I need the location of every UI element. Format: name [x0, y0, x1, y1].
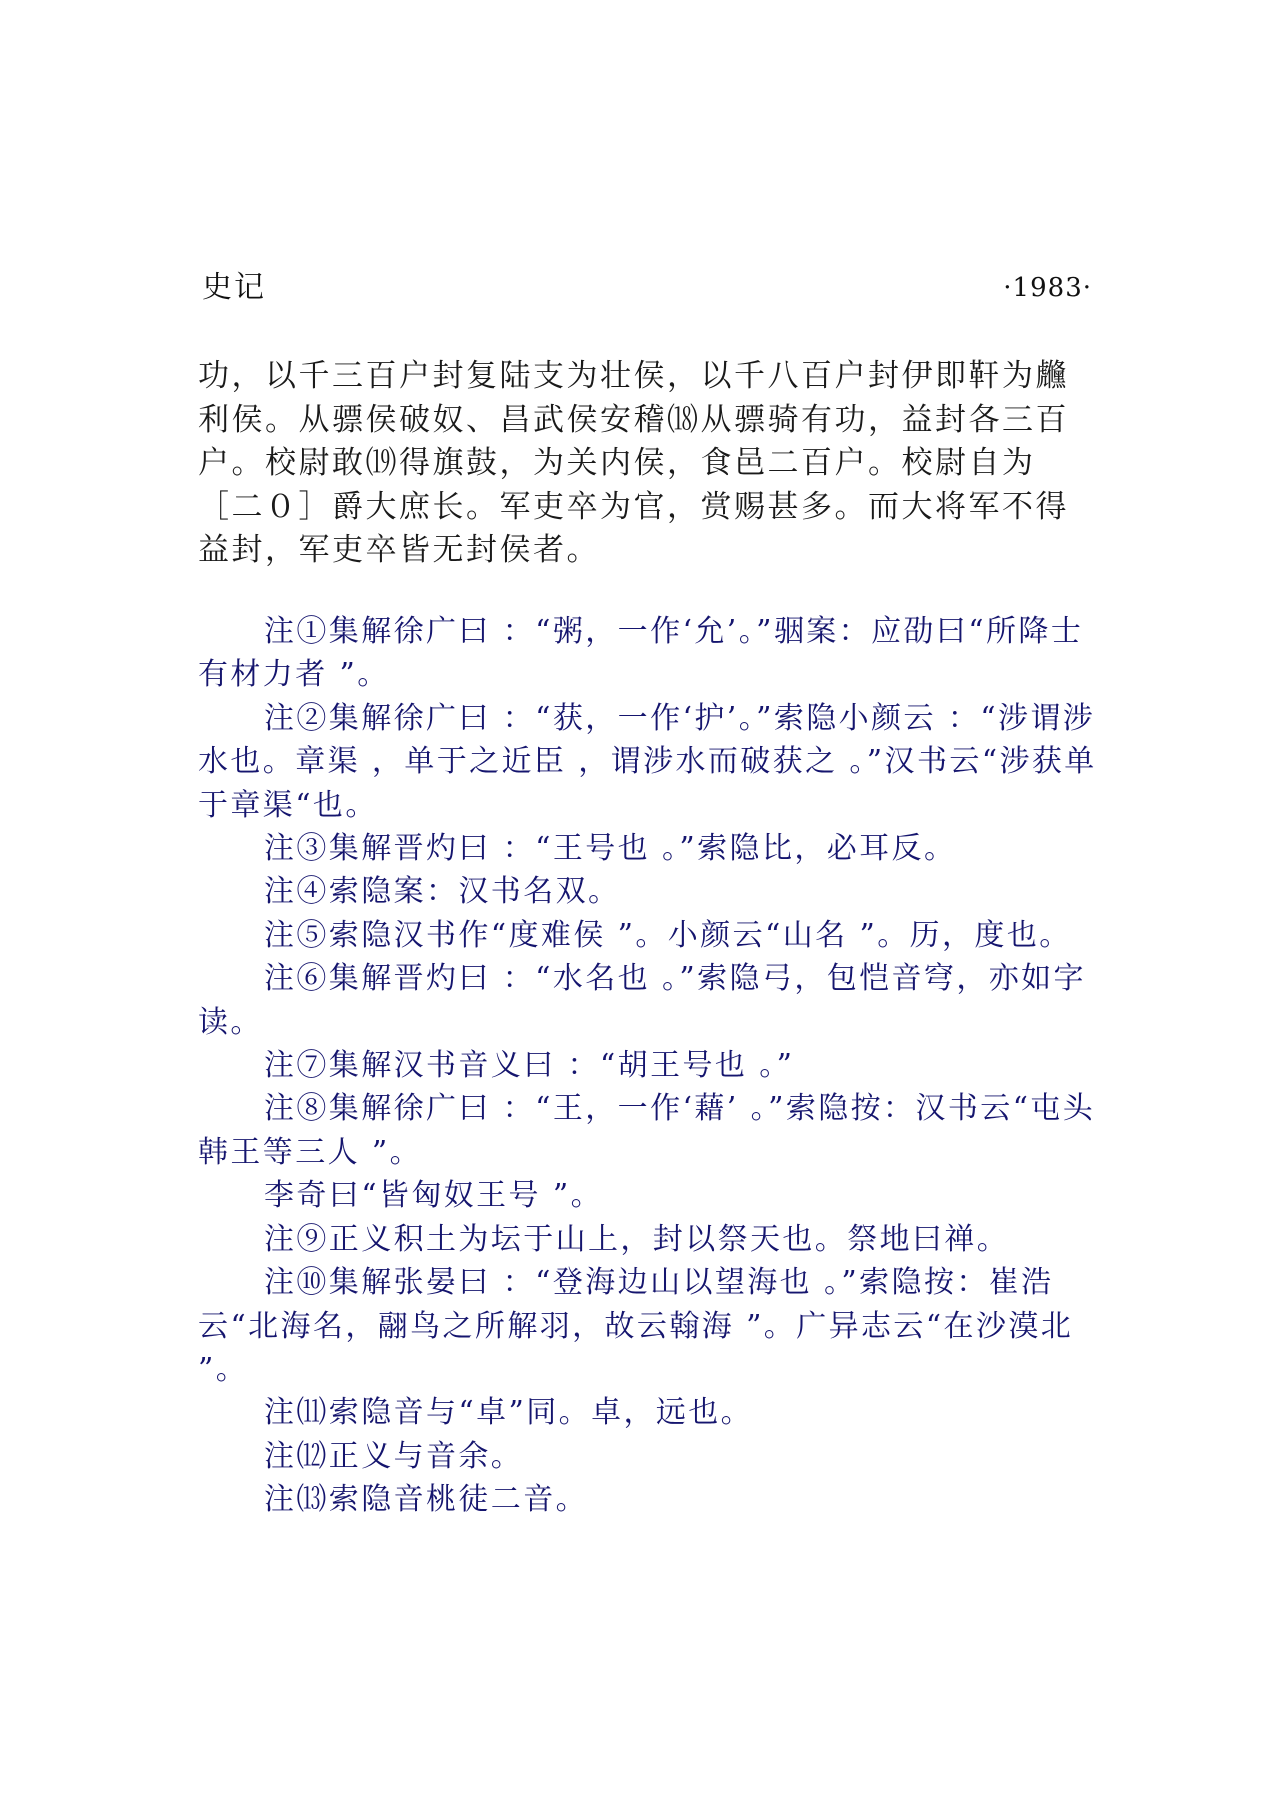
note-item: 注⑾索隐音与“卓”同。卓，远也。	[264, 1395, 754, 1431]
note-item: 注⑥集解晋灼曰 ：“水名也 。”索隐弓，包恺音穹，亦如字读。	[198, 961, 1086, 1040]
note-item: 注⑿正义与音余。	[264, 1438, 524, 1474]
note-item: 注⑤索隐汉书作“度难侯 ”。小颜云“山名 ”。历，度也。	[264, 917, 1072, 953]
note-item: 注⒀索隐音桃徒二音。	[264, 1482, 588, 1518]
note-item: 注⑨正义积土为坛于山上，封以祭天也。祭地曰禅。	[264, 1221, 1010, 1257]
note-item: 注②集解徐广曰 ：“获，一作‘护’。”索隐小颜云 ：“涉谓涉水也。章渠 ，单于之近臣 ，谓涉水而破获之 。”汉书云“涉获单于章渠“也。	[198, 700, 1097, 823]
note-item: 注⑦集解汉书音义曰 ：“胡王号也 。”	[264, 1048, 795, 1084]
page-number: ·1983·	[1003, 273, 1092, 303]
note-item: 注⑩集解张晏曰 ：“登海边山以望海也 。”索隐按：崔浩云“北海名，翮鸟之所解羽，故云翰海 ”。广异志云“在沙漠北 ”。	[198, 1265, 1074, 1387]
note-item: 李奇曰“皆匈奴王号 ”。	[264, 1178, 604, 1214]
note-item: 注③集解晋灼曰 ：“王号也 。”索隐比，必耳反。	[264, 831, 957, 867]
note-item: 注④索隐案：汉书名双。	[264, 874, 621, 910]
note-item: 注⑧集解徐广曰 ：“王，一作‘藉’ 。”索隐按：汉书云“屯头韩王等三人 ”。	[198, 1091, 1096, 1170]
book-title: 史记	[202, 270, 266, 305]
main-text-paragraph: 功，以千三百户封复陆支为壮侯，以千八百户封伊即靬为虪利侯。从骠侯破奴、昌武侯安稽⒅从骠骑有功，益封各三百户。校尉敢⒆得旗鼓，为关内侯，食邑二百户。校尉自为［二０］爵大庶长。军吏卒为官，赏赐甚多。而大将军不得益封，军吏卒皆无封侯者。	[198, 358, 1069, 568]
note-item: 注①集解徐广曰 ：“粥，一作‘允’。”骃案：应劭曰“所降士有材力者 ”。	[198, 614, 1084, 693]
running-head	[202, 268, 1092, 308]
notes-list	[198, 610, 1098, 1522]
